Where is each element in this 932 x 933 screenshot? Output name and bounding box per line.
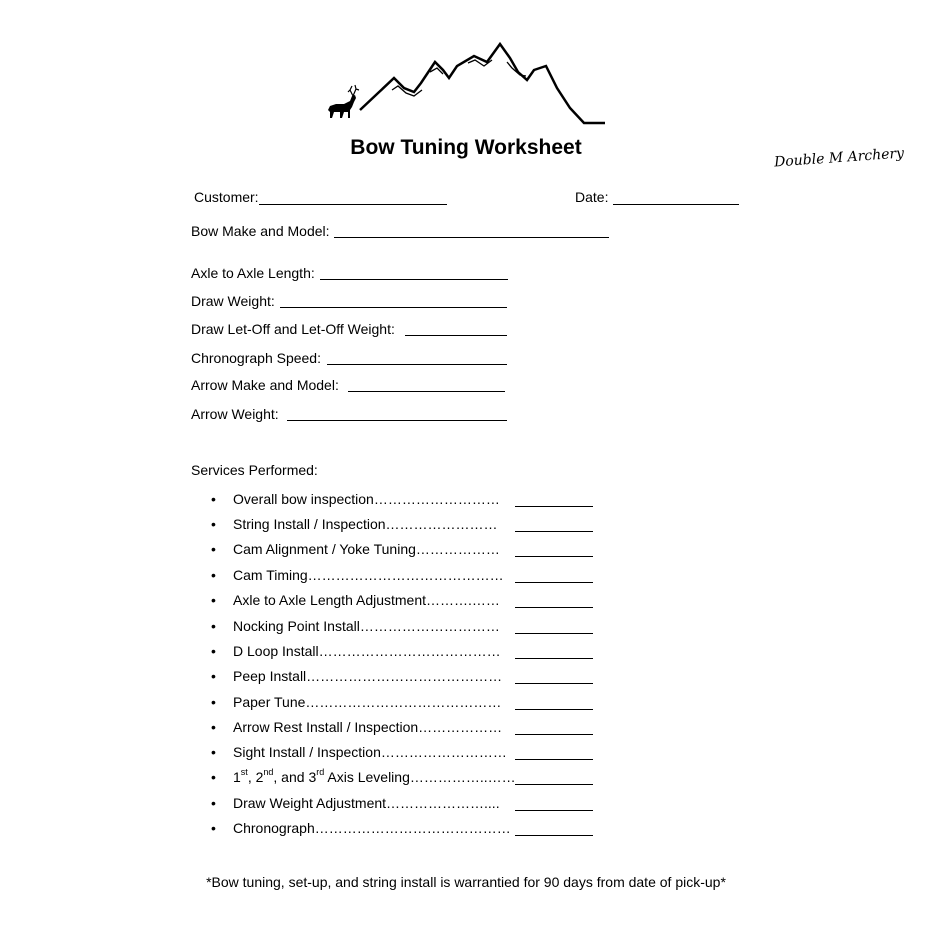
bullet: • xyxy=(211,618,216,634)
date-field[interactable] xyxy=(613,203,739,205)
service-label: Cam Alignment / Yoke Tuning……………… xyxy=(233,541,500,557)
service-field[interactable] xyxy=(515,734,593,735)
service-label: Draw Weight Adjustment………………….... xyxy=(233,795,500,811)
brand-name: Double M Archery xyxy=(773,145,905,171)
axis-suffix: rd xyxy=(316,767,325,777)
arrow-make-label: Arrow Make and Model: xyxy=(191,377,339,393)
axis-suffix: nd xyxy=(263,767,274,777)
arrow-weight-label: Arrow Weight: xyxy=(191,406,279,422)
services-heading: Services Performed: xyxy=(191,462,318,478)
bullet: • xyxy=(211,694,216,710)
mountain-elk-logo-icon xyxy=(322,38,612,138)
let-off-label: Draw Let-Off and Let-Off Weight: xyxy=(191,321,395,337)
axis-suffix: st xyxy=(240,767,248,777)
draw-weight-field[interactable] xyxy=(280,306,507,308)
bullet: • xyxy=(211,516,216,532)
bullet: • xyxy=(211,668,216,684)
date-label: Date: xyxy=(575,189,609,205)
service-field[interactable] xyxy=(515,810,593,811)
service-label: Paper Tune…………………………………… xyxy=(233,694,502,710)
axis-num: 2 xyxy=(255,769,264,785)
service-label: Sight Install / Inspection……………………… xyxy=(233,744,507,760)
service-label: Overall bow inspection……………………… xyxy=(233,491,500,507)
bullet: • xyxy=(211,491,216,507)
service-field[interactable] xyxy=(515,556,593,557)
axis-rest: Axis Leveling……………..…… xyxy=(324,769,516,785)
customer-field[interactable] xyxy=(259,203,447,205)
axis-sep: , xyxy=(247,769,256,785)
arrow-weight-field[interactable] xyxy=(287,419,507,421)
bullet: • xyxy=(211,541,216,557)
bullet: • xyxy=(211,820,216,836)
service-label: Axle to Axle Length Adjustment……….…… xyxy=(233,592,500,608)
service-field[interactable] xyxy=(515,607,593,608)
bullet: • xyxy=(211,643,216,659)
arrow-make-field[interactable] xyxy=(348,390,505,392)
service-label: Peep Install…………………………………… xyxy=(233,668,503,684)
axis-sep: , and xyxy=(273,769,309,785)
chrono-speed-field[interactable] xyxy=(327,363,507,365)
bow-make-model-label: Bow Make and Model: xyxy=(191,223,330,239)
bullet: • xyxy=(211,795,216,811)
chrono-speed-label: Chronograph Speed: xyxy=(191,350,321,366)
bullet: • xyxy=(211,592,216,608)
axis-num: 3 xyxy=(308,769,317,785)
service-label: D Loop Install………………………………… xyxy=(233,643,501,659)
axis-num: 1 xyxy=(233,769,241,785)
service-field[interactable] xyxy=(515,633,593,634)
service-field[interactable] xyxy=(515,683,593,684)
bullet: • xyxy=(211,719,216,735)
service-label: Cam Timing…………………………………… xyxy=(233,567,504,583)
service-field[interactable] xyxy=(515,582,593,583)
bullet: • xyxy=(211,744,216,760)
service-field[interactable] xyxy=(515,759,593,760)
page-title: Bow Tuning Worksheet xyxy=(350,136,582,159)
bow-make-model-field[interactable] xyxy=(334,236,609,238)
axle-length-label: Axle to Axle Length: xyxy=(191,265,315,281)
bullet: • xyxy=(211,769,216,785)
service-field[interactable] xyxy=(515,835,593,836)
service-field[interactable] xyxy=(515,531,593,532)
service-label-axis-leveling xyxy=(233,769,516,785)
service-field[interactable] xyxy=(515,506,593,507)
service-field[interactable] xyxy=(515,709,593,710)
warranty-note: *Bow tuning, set-up, and string install is warrantied for 90 days from date of pick-up* xyxy=(206,874,726,890)
service-field[interactable] xyxy=(515,658,593,659)
service-field[interactable] xyxy=(515,784,593,785)
service-label: Chronograph…………………………………… xyxy=(233,820,511,836)
let-off-field[interactable] xyxy=(405,334,507,336)
draw-weight-label: Draw Weight: xyxy=(191,293,275,309)
service-label: Nocking Point Install………………………… xyxy=(233,618,500,634)
service-label: Arrow Rest Install / Inspection……………… xyxy=(233,719,503,735)
customer-label: Customer: xyxy=(194,189,259,205)
service-label: String Install / Inspection…………………… xyxy=(233,516,498,532)
bullet: • xyxy=(211,567,216,583)
axle-length-field[interactable] xyxy=(320,278,508,280)
